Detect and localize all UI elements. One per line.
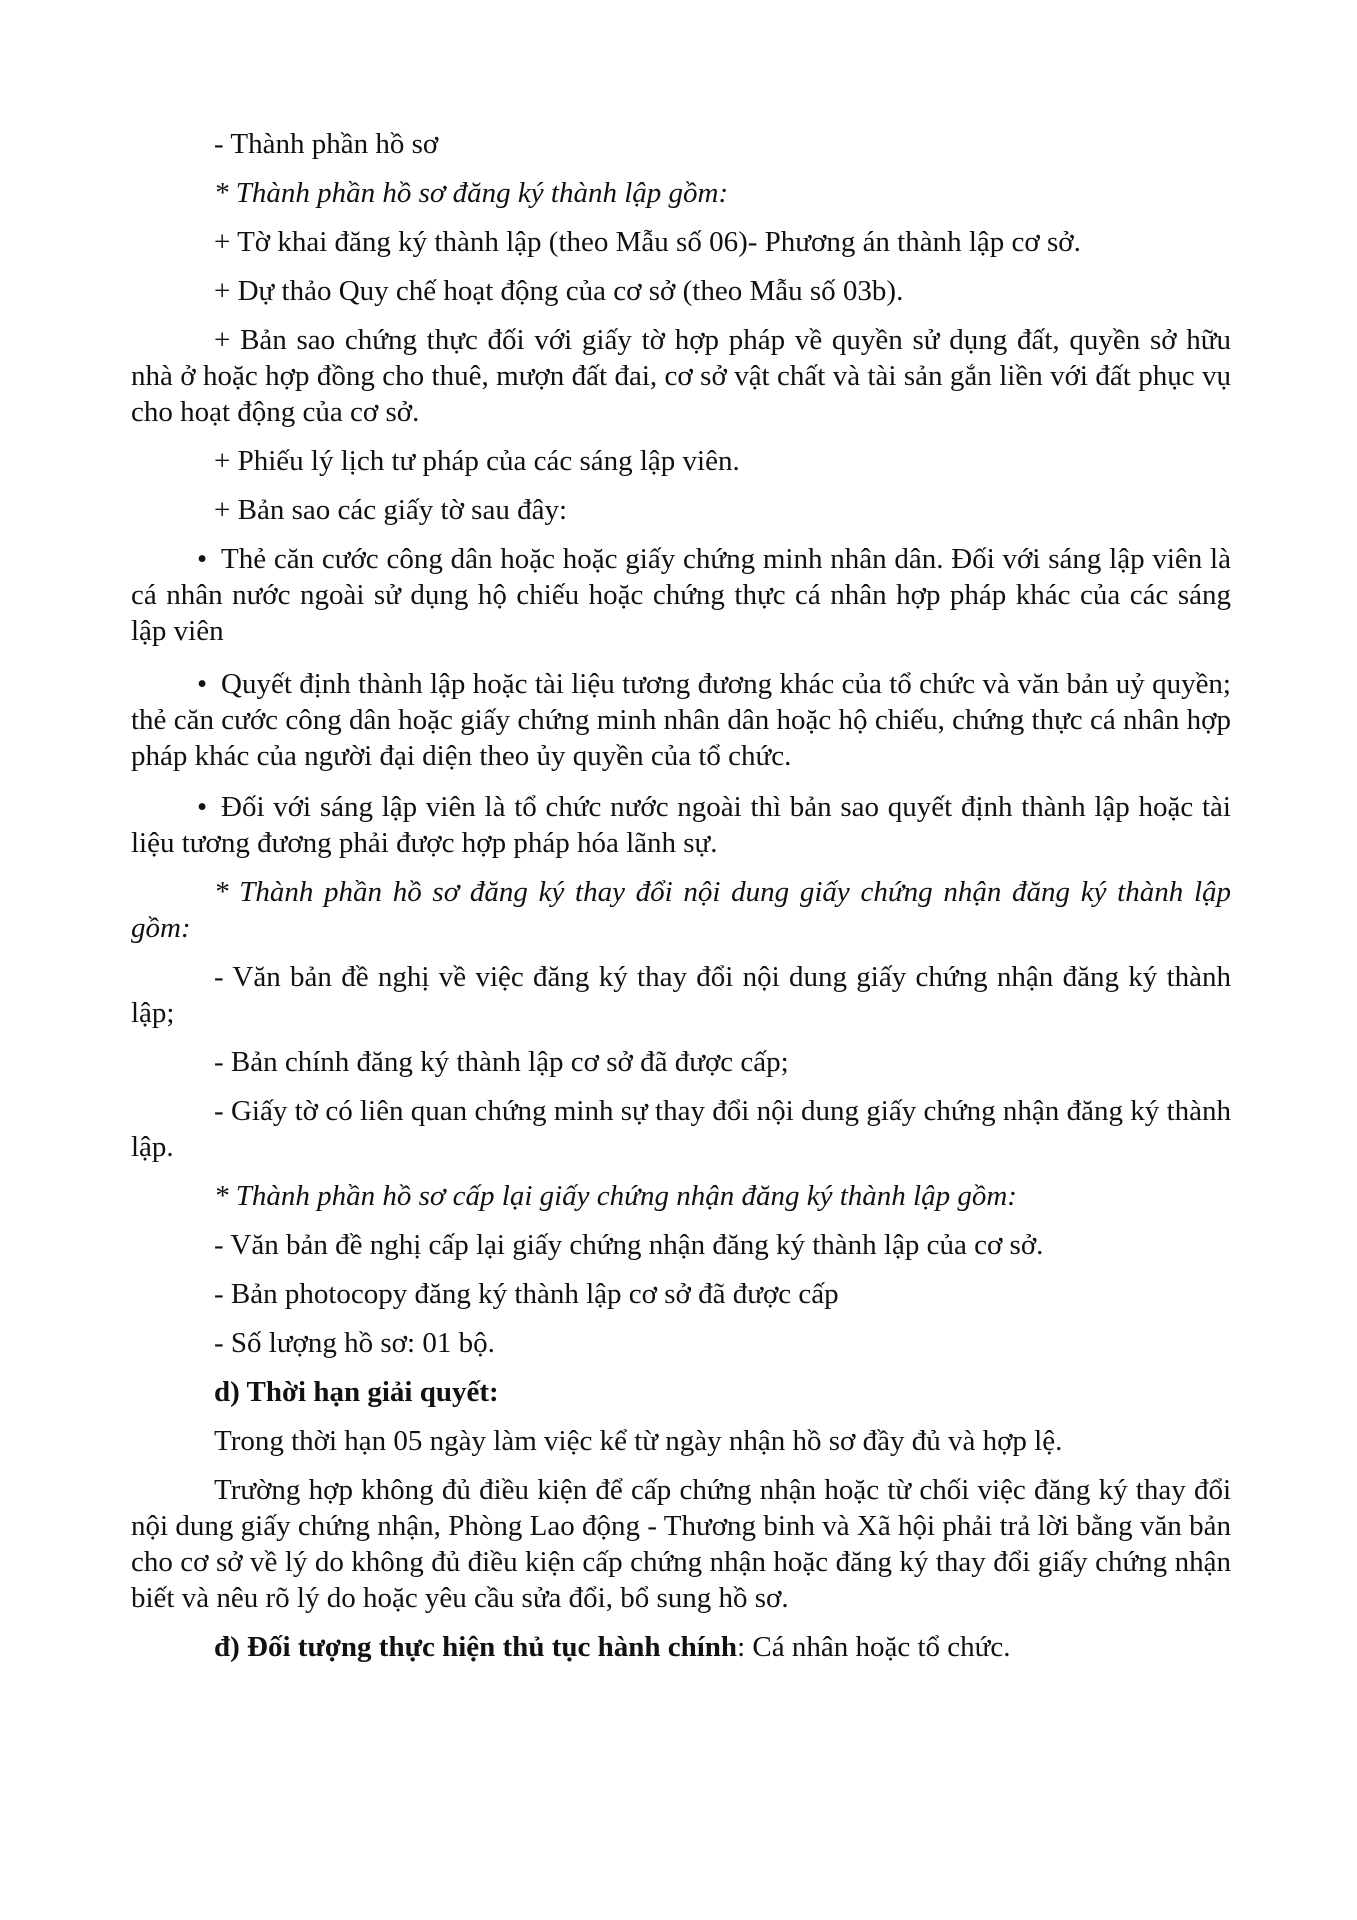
list-item: - Giấy tờ có liên quan chứng minh sự thay đổi nội dung giấy chứng nhận đăng ký thành lập. xyxy=(131,1095,1231,1163)
subheading-reissue-dossier: * Thành phần hồ sơ cấp lại giấy chứng nhận đăng ký thành lập gồm: xyxy=(214,1180,1017,1212)
subheading-change-dossier: * Thành phần hồ sơ đăng ký thay đổi nội dung giấy chứng nhận đăng ký thành lập gồm: xyxy=(131,876,1231,944)
section-subjects-text: : Cá nhân hoặc tổ chức. xyxy=(737,1631,1011,1663)
bullet-item: • Thẻ căn cước công dân hoặc hoặc giấy chứng minh nhân dân. Đối với sáng lập viên là cá nhân nước ngoài sử dụng hộ chiếu hoặc chứng thực cá nhân hợp pháp khác của các sáng lập viên xyxy=(131,541,1231,649)
bullet-item: • Đối với sáng lập viên là tổ chức nước ngoài thì bản sao quyết định thành lập hoặc tài liệu tương đương phải được hợp pháp hóa lãnh sự. xyxy=(131,789,1231,861)
list-item: - Văn bản đề nghị cấp lại giấy chứng nhận đăng ký thành lập của cơ sở. xyxy=(214,1229,1044,1261)
paragraph: Trong thời hạn 05 ngày làm việc kể từ ngày nhận hồ sơ đầy đủ và hợp lệ. xyxy=(214,1425,1063,1457)
subheading-registration-dossier: * Thành phần hồ sơ đăng ký thành lập gồm: xyxy=(214,177,729,209)
list-item: + Phiếu lý lịch tư pháp của các sáng lập viên. xyxy=(214,445,740,477)
section-heading-dossier: - Thành phần hồ sơ xyxy=(214,128,439,160)
document-body xyxy=(131,126,1231,1665)
section-subjects xyxy=(131,1629,1231,1665)
section-heading-subjects: đ) Đối tượng thực hiện thủ tục hành chính xyxy=(214,1631,738,1663)
list-item: + Tờ khai đăng ký thành lập (theo Mẫu số 06)- Phương án thành lập cơ sở. xyxy=(214,226,1081,258)
list-item: + Dự thảo Quy chế hoạt động của cơ sở (theo Mẫu số 03b). xyxy=(214,275,904,307)
list-item: + Bản sao các giấy tờ sau đây: xyxy=(214,494,567,526)
list-item: - Bản photocopy đăng ký thành lập cơ sở đã được cấp xyxy=(214,1278,839,1310)
bullet-item: • Quyết định thành lập hoặc tài liệu tương đương khác của tổ chức và văn bản uỷ quyền; thẻ căn cước công dân hoặc giấy chứng minh nhân dân hoặc hộ chiếu, chứng thực cá nhân hợp pháp khác của người đại diện theo ủy quyền của tổ chức. xyxy=(131,666,1231,774)
list-item: - Bản chính đăng ký thành lập cơ sở đã được cấp; xyxy=(214,1046,789,1078)
list-item: - Số lượng hồ sơ: 01 bộ. xyxy=(214,1327,495,1359)
section-heading-deadline: d) Thời hạn giải quyết: xyxy=(214,1376,499,1408)
paragraph: Trường hợp không đủ điều kiện để cấp chứng nhận hoặc từ chối việc đăng ký thay đổi nội dung giấy chứng nhận, Phòng Lao động - Thương binh và Xã hội phải trả lời bằng văn bản cho cơ sở về lý do không đủ điều kiện cấp chứng nhận hoặc đăng ký thay đổi giấy chứng nhận biết và nêu rõ lý do hoặc yêu cầu sửa đổi, bổ sung hồ sơ. xyxy=(131,1474,1231,1614)
list-item: - Văn bản đề nghị về việc đăng ký thay đổi nội dung giấy chứng nhận đăng ký thành lập; xyxy=(131,961,1231,1029)
list-item: + Bản sao chứng thực đối với giấy tờ hợp pháp về quyền sử dụng đất, quyền sở hữu nhà ở hoặc hợp đồng cho thuê, mượn đất đai, cơ sở vật chất và tài sản gắn liền với đất phục vụ cho hoạt động của cơ sở. xyxy=(131,324,1231,428)
